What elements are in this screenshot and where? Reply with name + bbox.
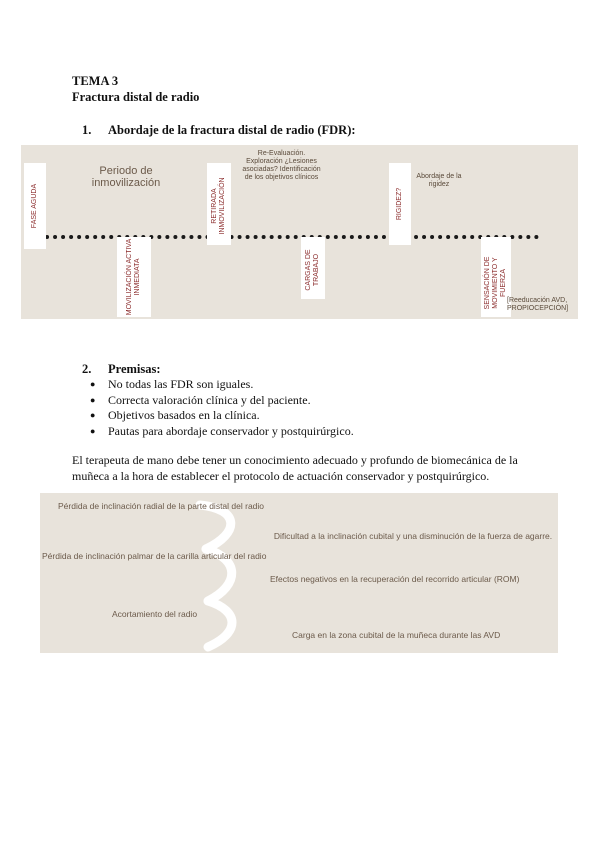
reeducacion-label: [Reeducación AVD, PROPIOCEPCIÓN] — [507, 297, 569, 312]
sensacion-label: SENSACIÓN DE MOVIMIENTO Y FUERZA — [484, 256, 507, 310]
curved-arrows — [40, 493, 558, 653]
cause-shortening: Acortamiento del radio — [112, 609, 198, 619]
section-1-number: 1. — [82, 123, 92, 137]
section-2-title: Premisas: — [108, 362, 161, 376]
list-item: ● No todas las FDR son iguales. — [90, 377, 550, 393]
retirada-label: RETIRADA INMOVILIZACIÓN — [211, 177, 226, 235]
cargas-label: CARGAS DE TRABAJO — [305, 249, 320, 291]
cause-radial-inclination: Pérdida de inclinación radial de la parte distal del radio — [58, 501, 265, 511]
periodo-inmovilizacion-label: Periodo de inmovilización — [91, 165, 161, 189]
list-item: ● Correcta valoración clínica y del paciente. — [90, 393, 550, 409]
document-subtitle: Fractura distal de radio — [72, 90, 200, 104]
premisas-list — [90, 377, 550, 439]
effect-rom: Efectos negativos en la recuperación del recorrido articular (ROM) — [270, 574, 520, 584]
cause-palmar-inclination: Pérdida de inclinación palmar de la carilla articular del radio — [42, 551, 267, 561]
fase-aguda-label: FASE AGUDA — [31, 183, 38, 229]
biomechanics-diagram — [40, 493, 558, 653]
effect-ulnar-load: Carga en la zona cubital de la muñeca durante las AVD — [292, 630, 501, 640]
section-1-title: Abordaje de la fractura distal de radio (FDR): — [108, 123, 356, 137]
list-item: ● Objetivos basados en la clínica. — [90, 408, 550, 424]
body-paragraph: El terapeuta de mano debe tener un conocimiento adecuado y profundo de biomecánica de la muñeca a la hora de establecer el protocolo de actuación conservador y postquirúrgico. — [72, 453, 518, 483]
effect-ulnar-inclination: Dificultad a la inclinación cubital y una disminución de la fuerza de agarre. — [273, 531, 553, 541]
curved-arrow-icon — [208, 601, 232, 647]
rigidez-label: RIGIDEZ? — [396, 187, 403, 221]
timeline-dotted-line — [29, 235, 539, 239]
timeline-diagram — [21, 145, 578, 319]
movilizacion-label: MOVILIZACIÓN ACTIVA INMEDIATA — [126, 238, 141, 316]
section-2-number: 2. — [82, 362, 92, 376]
abordaje-rigidez-label: Abordaje de la rigidez — [416, 173, 462, 188]
reevaluacion-label: Re-Evaluación. Exploración ¿Lesiones asociadas? Identificación de los objetivos clínicos — [242, 150, 321, 181]
tema-title: TEMA 3 — [72, 74, 119, 88]
list-item: ● Pautas para abordaje conservador y postquirúrgico. — [90, 424, 550, 440]
